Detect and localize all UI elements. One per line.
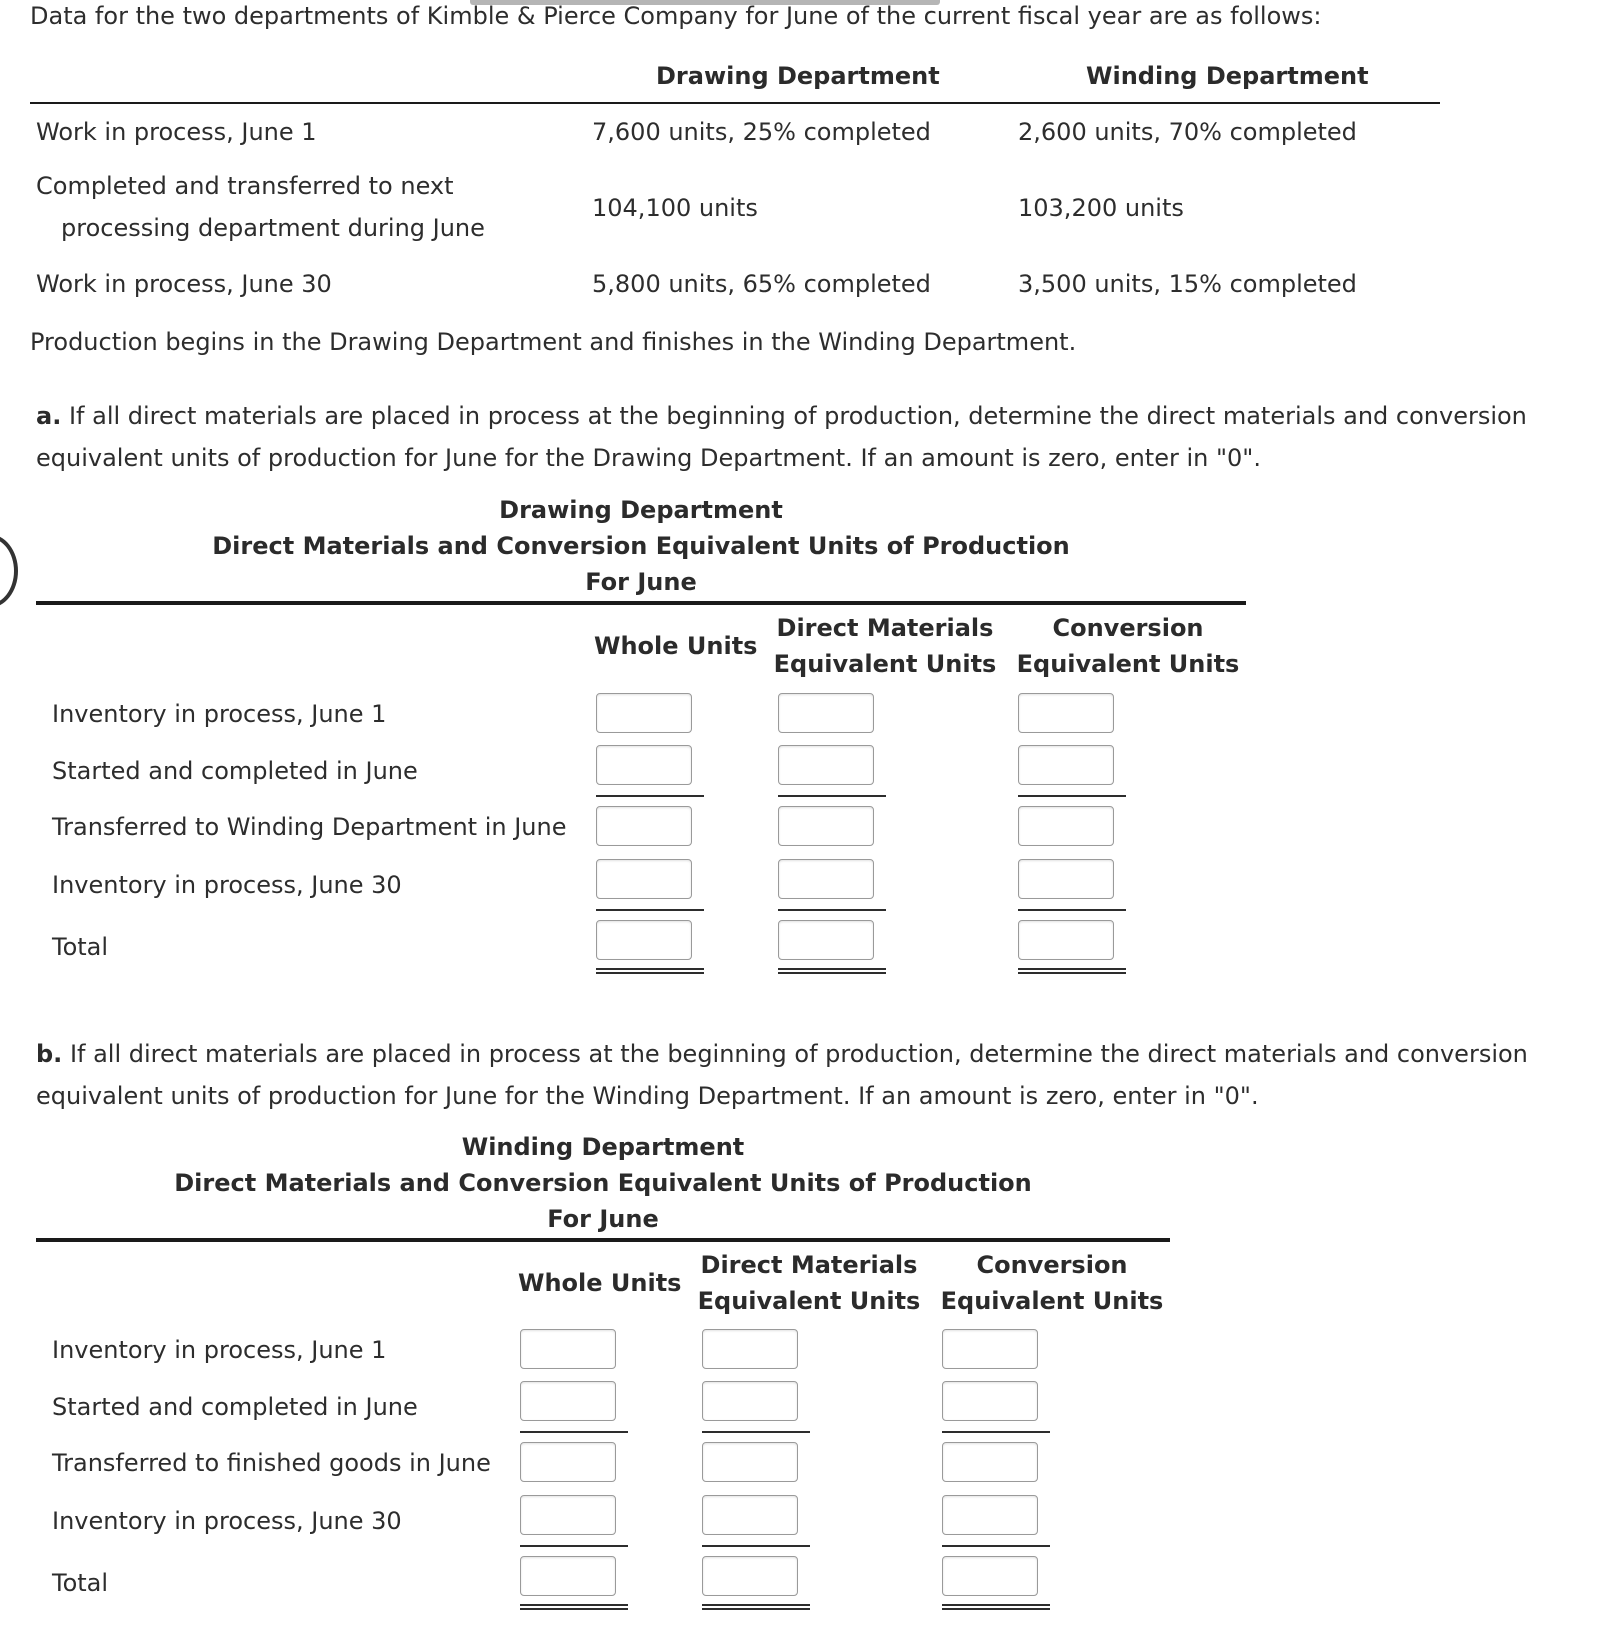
part-a-dm-double-rule bbox=[778, 968, 886, 974]
part-b-conv-started-completed-input[interactable] bbox=[942, 1381, 1038, 1421]
part-a-subtitle: Direct Materials and Conversion Equivalent Units of Production bbox=[212, 532, 1070, 560]
part-b-col-conv-line1: Conversion bbox=[976, 1251, 1128, 1279]
part-a-conv-inventory-june1-input[interactable] bbox=[1018, 693, 1114, 733]
part-a-instruction-line2: equivalent units of production for June for the Drawing Department. If an amount is zero, enter in "0". bbox=[36, 444, 1261, 472]
part-b-conv-inventory-june1-input[interactable] bbox=[942, 1329, 1038, 1369]
part-a-conv-total-rule bbox=[1018, 909, 1126, 911]
part-a-line1-text: If all direct materials are placed in process at the beginning of production, determine the direct materials and conversion bbox=[68, 402, 1527, 430]
part-a-row-transferred: Transferred to Winding Department in June bbox=[52, 813, 567, 841]
part-a-dm-started-completed-input[interactable] bbox=[778, 745, 874, 785]
part-a-dm-total-input[interactable] bbox=[778, 920, 874, 960]
part-b-whole-double-rule bbox=[520, 1604, 628, 1610]
header-winding-department: Winding Department bbox=[1086, 62, 1369, 90]
production-note: Production begins in the Drawing Department and finishes in the Winding Department. bbox=[30, 328, 1077, 356]
part-b-conv-inventory-june30-input[interactable] bbox=[942, 1495, 1038, 1535]
part-a-row-total: Total bbox=[52, 933, 109, 961]
row-completed-winding: 103,200 units bbox=[1018, 194, 1184, 222]
part-a-title: Drawing Department bbox=[499, 496, 783, 524]
part-a-whole-units-inventory-june30-input[interactable] bbox=[596, 859, 692, 899]
row-completed-label-line1: Completed and transferred to next bbox=[36, 172, 454, 200]
part-a-title-rule bbox=[36, 601, 1246, 605]
part-a-letter: a. bbox=[36, 402, 62, 430]
part-a-whole-units-transferred-input[interactable] bbox=[596, 806, 692, 846]
row-completed-label-line2: processing department during June bbox=[61, 214, 485, 242]
part-a-row-inventory-june30: Inventory in process, June 30 bbox=[52, 871, 402, 899]
part-b-period: For June bbox=[547, 1205, 659, 1233]
part-b-conv-double-rule bbox=[942, 1604, 1050, 1610]
part-a-conv-subtotal-rule bbox=[1018, 795, 1126, 797]
part-b-row-total: Total bbox=[52, 1569, 109, 1597]
part-a-row-started-completed: Started and completed in June bbox=[52, 757, 418, 785]
part-b-whole-units-transferred-input[interactable] bbox=[520, 1442, 616, 1482]
row-completed-drawing: 104,100 units bbox=[592, 194, 758, 222]
row-wip-june30-drawing: 5,800 units, 65% completed bbox=[592, 270, 931, 298]
part-b-conv-total-rule bbox=[942, 1545, 1050, 1547]
part-a-col-whole-units: Whole Units bbox=[594, 632, 758, 660]
part-a-col-conv-line1: Conversion bbox=[1052, 614, 1204, 642]
row-wip-june30-winding: 3,500 units, 15% completed bbox=[1018, 270, 1357, 298]
part-b-whole-units-inventory-june1-input[interactable] bbox=[520, 1329, 616, 1369]
part-a-dm-subtotal-rule bbox=[778, 795, 886, 797]
part-b-col-conv-line2: Equivalent Units bbox=[940, 1287, 1164, 1315]
part-a-conv-double-rule bbox=[1018, 968, 1126, 974]
row-wip-june1-winding: 2,600 units, 70% completed bbox=[1018, 118, 1357, 146]
part-a-whole-units-inventory-june1-input[interactable] bbox=[596, 693, 692, 733]
part-b-dm-subtotal-rule bbox=[702, 1431, 810, 1433]
part-a-period: For June bbox=[585, 568, 697, 596]
part-b-row-inventory-june30: Inventory in process, June 30 bbox=[52, 1507, 402, 1535]
row-wip-june1-label: Work in process, June 1 bbox=[36, 118, 317, 146]
part-b-dm-total-input[interactable] bbox=[702, 1556, 798, 1596]
part-b-whole-total-rule bbox=[520, 1545, 628, 1547]
part-b-subtitle: Direct Materials and Conversion Equivalent Units of Production bbox=[174, 1169, 1032, 1197]
part-b-title-rule bbox=[36, 1238, 1170, 1242]
part-a-dm-inventory-june1-input[interactable] bbox=[778, 693, 874, 733]
part-a-instruction-line1 bbox=[36, 402, 1527, 430]
part-b-dm-double-rule bbox=[702, 1604, 810, 1610]
part-a-dm-transferred-input[interactable] bbox=[778, 806, 874, 846]
row-wip-june30-label: Work in process, June 30 bbox=[36, 270, 332, 298]
part-a-conv-started-completed-input[interactable] bbox=[1018, 745, 1114, 785]
part-b-dm-inventory-june1-input[interactable] bbox=[702, 1329, 798, 1369]
part-b-instruction-line2: equivalent units of production for June for the Winding Department. If an amount is zero, enter in "0". bbox=[36, 1082, 1259, 1110]
intro-text: Data for the two departments of Kimble & Pierce Company for June of the current fiscal year are as follows: bbox=[30, 2, 1322, 30]
row-wip-june1-drawing: 7,600 units, 25% completed bbox=[592, 118, 931, 146]
part-a-col-dm-line2: Equivalent Units bbox=[773, 650, 997, 678]
part-b-dm-transferred-input[interactable] bbox=[702, 1442, 798, 1482]
part-b-whole-units-started-completed-input[interactable] bbox=[520, 1381, 616, 1421]
part-b-row-started-completed: Started and completed in June bbox=[52, 1393, 418, 1421]
part-a-dm-inventory-june30-input[interactable] bbox=[778, 859, 874, 899]
data-table-header-rule bbox=[30, 102, 1440, 104]
part-b-col-dm-line1: Direct Materials bbox=[700, 1251, 918, 1279]
part-b-dm-inventory-june30-input[interactable] bbox=[702, 1495, 798, 1535]
part-a-conv-transferred-input[interactable] bbox=[1018, 806, 1114, 846]
part-a-conv-inventory-june30-input[interactable] bbox=[1018, 859, 1114, 899]
part-b-row-inventory-june1: Inventory in process, June 1 bbox=[52, 1336, 387, 1364]
part-a-conv-total-input[interactable] bbox=[1018, 920, 1114, 960]
part-b-whole-units-inventory-june30-input[interactable] bbox=[520, 1495, 616, 1535]
part-a-col-dm-line1: Direct Materials bbox=[776, 614, 994, 642]
part-b-instruction-line1 bbox=[36, 1040, 1528, 1068]
part-b-row-transferred: Transferred to finished goods in June bbox=[52, 1449, 491, 1477]
part-a-whole-double-rule bbox=[596, 968, 704, 974]
part-b-conv-transferred-input[interactable] bbox=[942, 1442, 1038, 1482]
part-b-conv-total-input[interactable] bbox=[942, 1556, 1038, 1596]
header-drawing-department: Drawing Department bbox=[656, 62, 940, 90]
part-a-whole-total-rule bbox=[596, 909, 704, 911]
part-a-whole-units-total-input[interactable] bbox=[596, 920, 692, 960]
part-a-col-conv-line2: Equivalent Units bbox=[1016, 650, 1240, 678]
part-b-col-dm-line2: Equivalent Units bbox=[697, 1287, 921, 1315]
part-b-dm-started-completed-input[interactable] bbox=[702, 1381, 798, 1421]
part-b-whole-subtotal-rule bbox=[520, 1431, 628, 1433]
part-a-row-inventory-june1: Inventory in process, June 1 bbox=[52, 700, 387, 728]
part-b-whole-units-total-input[interactable] bbox=[520, 1556, 616, 1596]
part-b-conv-subtotal-rule bbox=[942, 1431, 1050, 1433]
partial-circle-marker bbox=[0, 534, 18, 608]
part-b-letter: b. bbox=[36, 1040, 63, 1068]
part-a-dm-total-rule bbox=[778, 909, 886, 911]
part-a-whole-units-started-completed-input[interactable] bbox=[596, 745, 692, 785]
part-a-whole-subtotal-rule bbox=[596, 795, 704, 797]
part-b-line1-text: If all direct materials are placed in process at the beginning of production, determine the direct materials and conversion bbox=[69, 1040, 1528, 1068]
part-b-col-whole-units: Whole Units bbox=[518, 1269, 682, 1297]
part-b-title: Winding Department bbox=[461, 1133, 745, 1161]
part-b-dm-total-rule bbox=[702, 1545, 810, 1547]
